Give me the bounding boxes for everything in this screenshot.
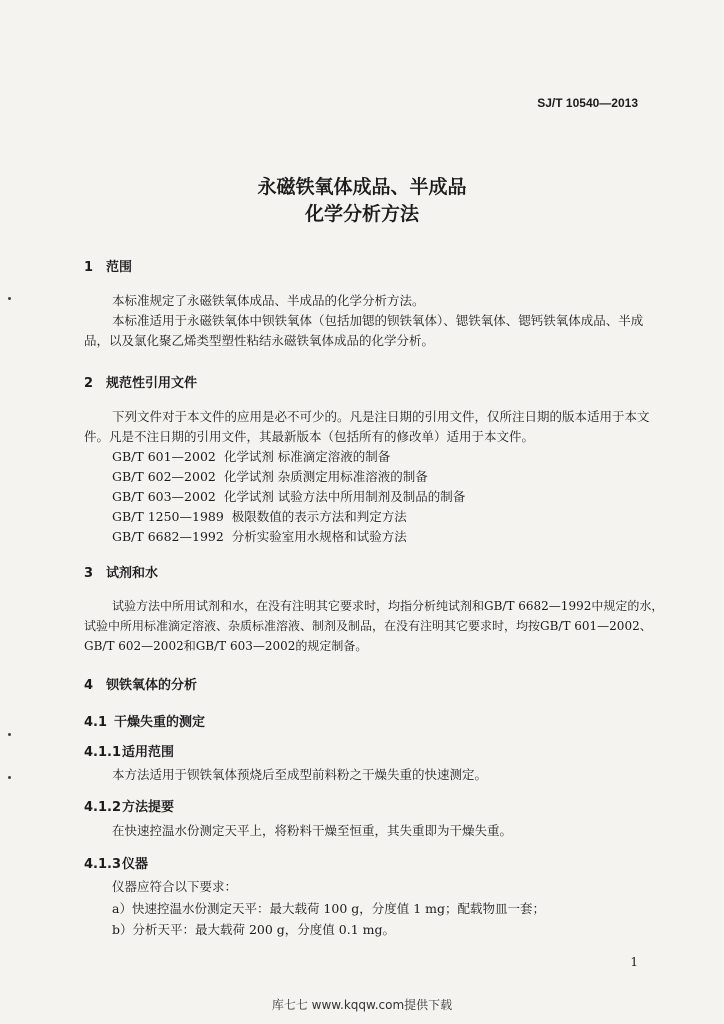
- section-number: 4.1.3: [84, 857, 122, 872]
- section-1-heading: [84, 256, 132, 275]
- reference-item: [112, 487, 465, 505]
- paragraph: 本方法适用于钡铁氧体预烧后至成型前料粉之干燥失重的快速测定。: [112, 767, 488, 782]
- standard-number: SJ/T 10540—2013: [537, 96, 638, 110]
- subsection-4-1-2-heading: [84, 796, 174, 815]
- section-number: 4.1: [84, 715, 108, 730]
- section-number: 4: [84, 678, 94, 693]
- section-number: 2: [84, 376, 94, 391]
- download-footer: 库七七 www.kqqw.com提供下载: [271, 998, 453, 1012]
- paragraph: 品，以及氯化聚乙烯类型塑性粘结永磁铁氧体成品的化学分析。: [84, 333, 435, 348]
- section-number: 4.1.2: [84, 800, 122, 815]
- section-4-heading: [84, 674, 197, 693]
- reference-item: [112, 527, 407, 545]
- reference-item: [112, 507, 407, 525]
- reference-item: [112, 467, 428, 485]
- reference-title: 化学试剂 标准滴定溶液的制备: [223, 449, 391, 464]
- section-title: 仪器: [122, 857, 149, 872]
- reference-title: 分析实验室用水规格和试验方法: [231, 529, 407, 544]
- reference-code: GB/T 602—2002: [112, 469, 216, 484]
- section-number: 3: [84, 566, 94, 581]
- reference-code: GB/T 1250—1989: [112, 509, 224, 524]
- reference-title: 化学试剂 试验方法中所用制剂及制品的制备: [223, 489, 466, 504]
- section-number: 4.1.1: [84, 745, 122, 760]
- scan-speck: [8, 733, 11, 736]
- document-title-line1: 永磁铁氧体成品、半成品: [257, 176, 467, 198]
- reference-title: 化学试剂 杂质测定用标准溶液的制备: [223, 469, 428, 484]
- section-number: 1: [84, 260, 94, 275]
- section-title: 适用范围: [122, 745, 175, 760]
- paragraph: 试验中所用标准滴定溶液、杂质标准溶液、制剂及制品，在没有注明其它要求时，均按GB/T 601—2002、: [84, 619, 652, 633]
- paragraph: 仪器应符合以下要求：: [112, 879, 238, 894]
- reference-code: GB/T 603—2002: [112, 489, 216, 504]
- paragraph: 本标准规定了永磁铁氧体成品、半成品的化学分析方法。: [112, 293, 425, 308]
- reference-code: GB/T 6682—1992: [112, 529, 224, 544]
- section-title: 规范性引用文件: [106, 376, 198, 391]
- section-title: 范围: [106, 260, 133, 275]
- section-title: 试剂和水: [106, 566, 159, 581]
- subsection-4-1-1-heading: [84, 741, 174, 760]
- section-title: 钡铁氧体的分析: [106, 678, 198, 693]
- section-2-heading: [84, 372, 197, 391]
- page-number: 1: [630, 955, 638, 969]
- paragraph: 件。凡是不注日期的引用文件，其最新版本（包括所有的修改单）适用于本文件。: [84, 429, 535, 444]
- reference-item: [112, 447, 390, 465]
- paragraph: 下列文件对于本文件的应用是必不可少的。凡是注日期的引用文件，仅所注日期的版本适用于本文: [112, 409, 650, 424]
- reference-code: GB/T 601—2002: [112, 449, 216, 464]
- scan-speck: [8, 297, 11, 300]
- paragraph: 试验方法中所用试剂和水，在没有注明其它要求时，均指分析纯试剂和GB/T 6682—1992中规定的水，: [112, 599, 664, 613]
- section-title: 方法提要: [122, 800, 175, 815]
- subsection-4-1-3-heading: [84, 853, 148, 872]
- document-title-line2: 化学分析方法: [304, 203, 419, 225]
- scan-speck: [8, 776, 11, 779]
- list-item: b）分析天平：最大载荷 200 g，分度值 0.1 mg。: [112, 922, 395, 937]
- reference-title: 极限数值的表示方法和判定方法: [231, 509, 407, 524]
- section-3-heading: [84, 562, 158, 581]
- section-title: 干燥失重的测定: [114, 715, 206, 730]
- paragraph: 本标准适用于永磁铁氧体中钡铁氧体（包括加锶的钡铁氧体）、锶铁氧体、锶钙铁氧体成品、半成: [112, 313, 644, 328]
- paragraph: 在快速控温水份测定天平上，将粉料干燥至恒重，其失重即为干燥失重。: [112, 823, 513, 838]
- paragraph: GB/T 602—2002和GB/T 603—2002的规定制备。: [84, 639, 368, 653]
- list-item: a）快速控温水份测定天平：最大载荷 100 g，分度值 1 mg；配载物皿一套；: [112, 901, 546, 916]
- subsection-4-1-heading: [84, 711, 205, 730]
